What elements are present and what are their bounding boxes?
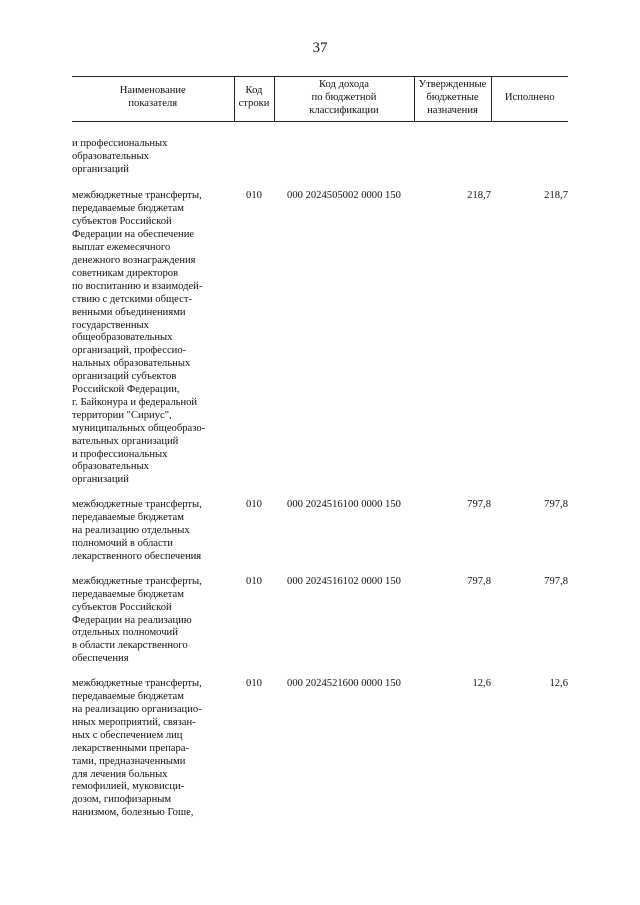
- header-income-code: Код дохода по бюджетной классификации: [274, 77, 414, 122]
- header-spacer: [72, 121, 568, 138]
- table-row-continuation: [72, 138, 568, 191]
- table-row: [72, 190, 568, 499]
- row-name: межбюджетные трансферты, передаваемые бюджетам на реализацию организацио- нных мероприятий, связан- ных с обеспечением лиц лекарственными препара- тами, предназначенными для лечения больных гемофилией, муковисци- дозом, гипофизарным нанизмом, болезнью Гоше,: [72, 678, 202, 819]
- row-name: и профессиональных образовательных организаций: [72, 137, 168, 175]
- row-income-code: 000 2024516102 0000 150: [287, 575, 401, 587]
- row-name: межбюджетные трансферты, передаваемые бюджетам субъектов Российской Федерации на обеспечение выплат ежемесячного денежного вознаграждения советникам директоров по воспитанию и взаимодей- ствию с детскими общест- венными объединениями государственных общеобразовательных организаций, профессио- нальных образовательных организаций субъектов Российской Федерации, г. Байконура и федеральной территории "Сириус", муниципальных общеобразо- вательных организаций и профессиональных образовательных организаций: [72, 190, 206, 486]
- row-line-code: 010: [246, 575, 262, 587]
- table-row: [72, 576, 568, 678]
- header-line-code: Код строки: [234, 77, 274, 122]
- row-name: межбюджетные трансферты, передаваемые бюджетам субъектов Российской Федерации на реализацию отдельных полномочий в области лекарственного обеспечения: [72, 575, 202, 665]
- row-approved: 12,6: [472, 678, 491, 690]
- header-executed: Исполнено: [491, 77, 568, 122]
- table-header-row: [72, 77, 568, 122]
- row-line-code: 010: [246, 190, 262, 202]
- row-income-code: 000 2024505002 0000 150: [287, 190, 401, 202]
- row-income-code: 000 2024521600 0000 150: [287, 678, 401, 690]
- row-executed: 797,8: [544, 575, 568, 587]
- row-executed: 12,6: [549, 678, 568, 690]
- table-row: [72, 678, 568, 832]
- row-line-code: 010: [246, 499, 262, 511]
- page-number: 37: [312, 40, 328, 56]
- table-row: [72, 499, 568, 576]
- header-indicator-name: Наименование показателя: [72, 77, 234, 122]
- row-approved: 797,8: [467, 575, 491, 587]
- row-name: межбюджетные трансферты, передаваемые бюджетам на реализацию отдельных полномочий в области лекарственного обеспечения: [72, 499, 202, 562]
- budget-report-table: [72, 76, 568, 832]
- row-executed: 218,7: [544, 190, 568, 202]
- row-approved: 218,7: [467, 190, 491, 202]
- row-income-code: 000 2024516100 0000 150: [287, 499, 401, 511]
- header-approved: Утвержденные бюджетные назначения: [414, 77, 491, 122]
- row-line-code: 010: [246, 678, 262, 690]
- row-executed: 797,8: [544, 499, 568, 511]
- row-approved: 797,8: [467, 499, 491, 511]
